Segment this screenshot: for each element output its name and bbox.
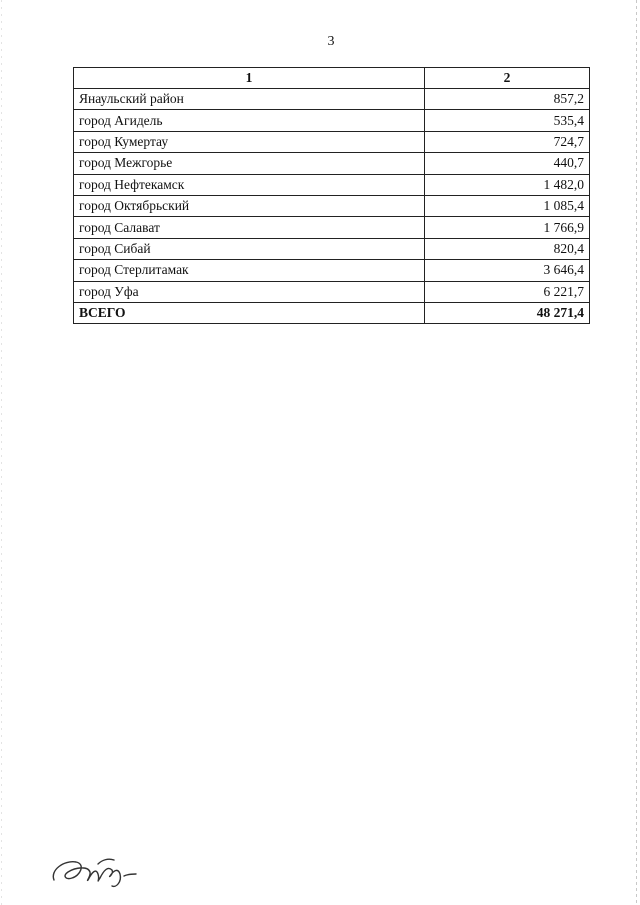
row-name: город Агидель (74, 110, 425, 131)
row-name: город Уфа (74, 281, 425, 302)
row-value: 440,7 (425, 153, 590, 174)
table-header-row (74, 68, 590, 89)
row-name: город Сибай (74, 238, 425, 259)
row-name: город Кумертау (74, 131, 425, 152)
row-name: город Октябрьский (74, 195, 425, 216)
table-row (74, 195, 590, 216)
table-row (74, 110, 590, 131)
row-value: 1 482,0 (425, 174, 590, 195)
row-name: город Стерлитамак (74, 260, 425, 281)
table-row (74, 238, 590, 259)
signature-icon (46, 850, 146, 890)
total-value: 48 271,4 (425, 302, 590, 323)
row-value: 535,4 (425, 110, 590, 131)
row-value: 724,7 (425, 131, 590, 152)
row-name: город Межгорье (74, 153, 425, 174)
row-value: 857,2 (425, 89, 590, 110)
row-name: Янаульский район (74, 89, 425, 110)
table-total-row (74, 302, 590, 323)
table-row (74, 260, 590, 281)
row-value: 3 646,4 (425, 260, 590, 281)
table-row (74, 131, 590, 152)
scan-edge-left (1, 0, 2, 905)
row-value: 1 766,9 (425, 217, 590, 238)
table-row (74, 217, 590, 238)
column-header-1: 1 (74, 68, 425, 89)
table-row (74, 174, 590, 195)
table-row (74, 281, 590, 302)
row-name: город Нефтекамск (74, 174, 425, 195)
signature-stroke (53, 862, 120, 887)
signature-stroke-tail (98, 859, 136, 876)
data-table (73, 67, 590, 324)
row-value: 820,4 (425, 238, 590, 259)
column-header-2: 2 (425, 68, 590, 89)
table-row (74, 153, 590, 174)
row-value: 6 221,7 (425, 281, 590, 302)
table-row (74, 89, 590, 110)
row-value: 1 085,4 (425, 195, 590, 216)
scan-edge-right (636, 0, 637, 905)
total-label: ВСЕГО (74, 302, 425, 323)
row-name: город Салават (74, 217, 425, 238)
page-number: 3 (327, 34, 335, 49)
